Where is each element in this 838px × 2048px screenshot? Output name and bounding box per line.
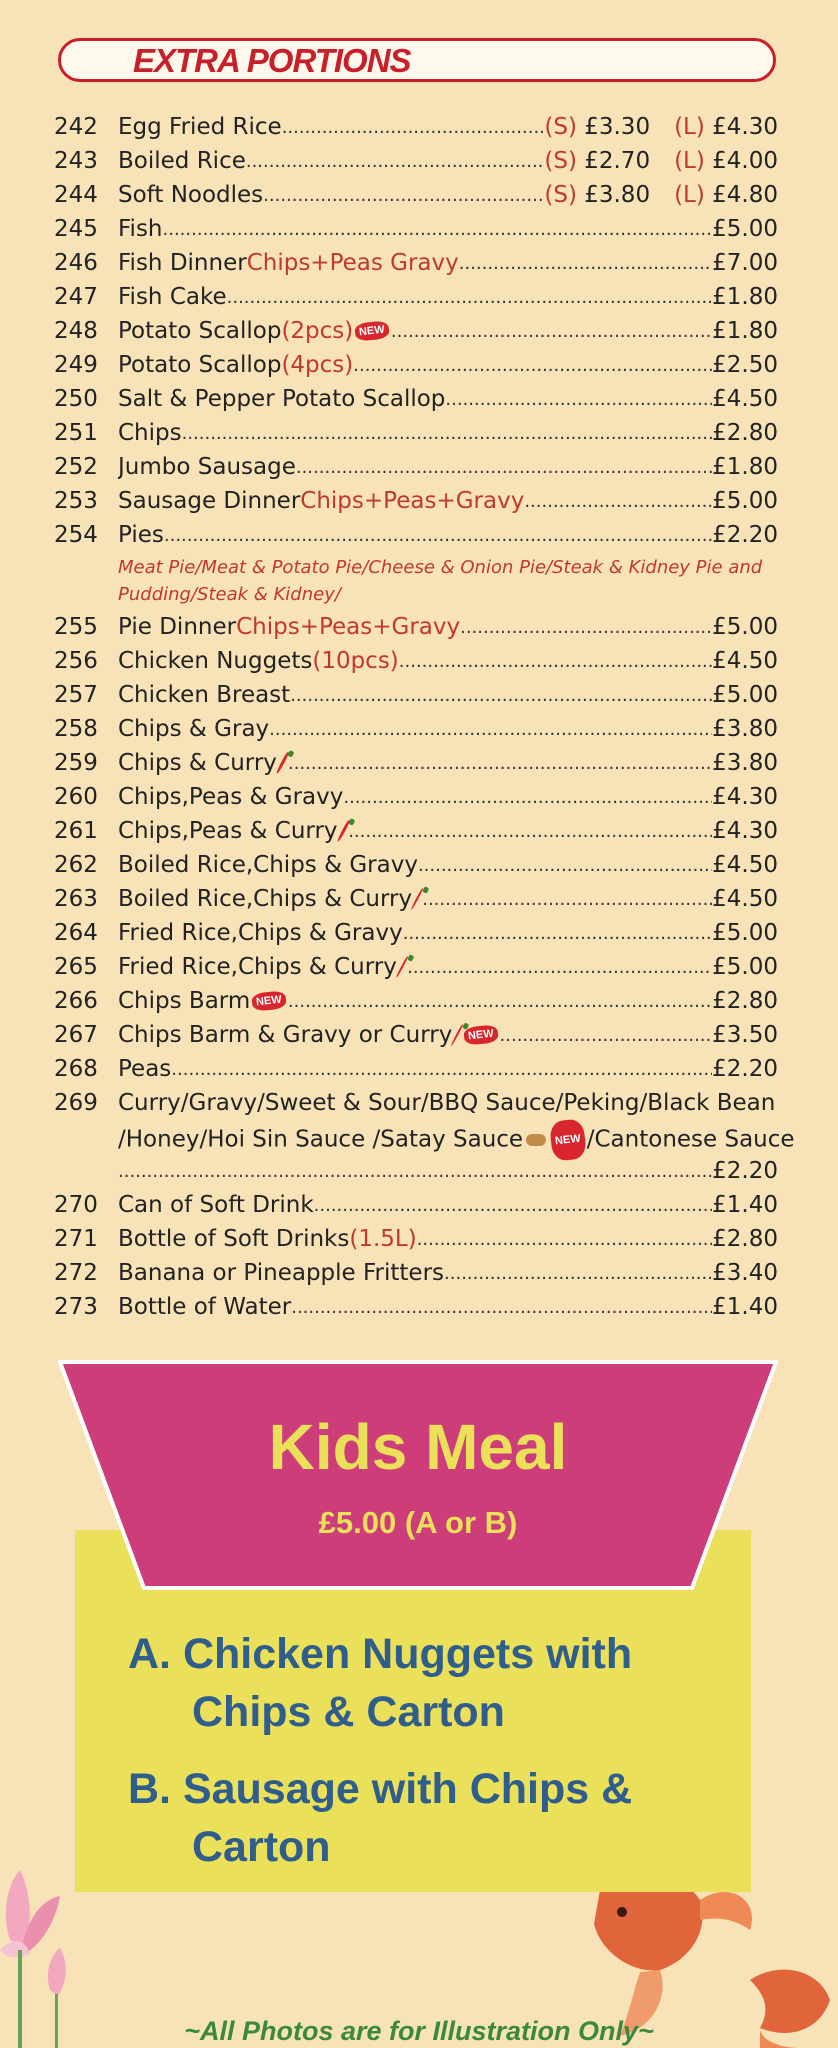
- new-badge-icon: NEW: [463, 1024, 498, 1045]
- item-line: [118, 382, 778, 416]
- item-price: £5.00: [712, 682, 778, 708]
- item-number: 245: [54, 216, 98, 242]
- item-detail: (2pcs): [281, 318, 354, 344]
- item-price: £4.30: [712, 818, 778, 844]
- item-number: 269: [54, 1090, 98, 1116]
- menu-item: [54, 882, 778, 916]
- item-detail: Chips+Peas+Gravy: [236, 614, 461, 640]
- item-line: [118, 712, 778, 746]
- size-small-label: (S): [544, 148, 577, 174]
- item-note: Meat Pie/Meat & Potato Pie/Cheese & Onion Pie/Steak & Kidney Pie and Pudding/Steak & Kidney/: [118, 557, 763, 605]
- item-number: 253: [54, 488, 98, 514]
- menu-item: [54, 780, 778, 814]
- item-number: 263: [54, 886, 98, 912]
- dot-leader: [399, 651, 712, 672]
- item-line: [118, 882, 778, 916]
- item-name: Boiled Rice,Chips & Curry: [118, 886, 413, 912]
- section-title: EXTRA PORTIONS: [133, 42, 411, 79]
- item-name: Chips: [118, 420, 182, 446]
- menu-item: [54, 518, 778, 610]
- chili-icon: [451, 1024, 464, 1046]
- menu-item: [54, 382, 778, 416]
- item-number: 265: [54, 954, 98, 980]
- menu-item: [54, 1086, 795, 1188]
- kids-option-a-line2: Chips & Carton: [192, 1688, 505, 1736]
- item-number: 247: [54, 284, 98, 310]
- item-name-part: /Honey/Hoi Sin Sauce /Satay Sauce: [118, 1126, 524, 1153]
- item-name: Fried Rice,Chips & Curry: [118, 954, 397, 980]
- item-line: [118, 450, 778, 484]
- item-price: £2.20: [712, 1158, 778, 1184]
- menu-item: [54, 916, 778, 950]
- dot-leader: [459, 253, 712, 274]
- menu-item: [54, 1290, 778, 1324]
- menu-item: [54, 1256, 778, 1290]
- item-prices: [544, 114, 778, 140]
- size-small-label: (S): [544, 114, 577, 140]
- menu-item: [54, 1222, 778, 1256]
- menu-item: [54, 314, 778, 348]
- dot-leader: [418, 855, 712, 876]
- menu-item: [54, 484, 778, 518]
- item-name: Bottle of Water: [118, 1294, 292, 1320]
- item-line: [118, 1222, 778, 1256]
- dot-leader: [314, 1195, 712, 1216]
- item-number: 246: [54, 250, 98, 276]
- dot-leader: [353, 355, 712, 376]
- dot-leader: [445, 389, 712, 410]
- menu-item: [54, 450, 778, 484]
- item-price-small: £2.70: [576, 148, 651, 174]
- dot-leader: [291, 1297, 712, 1318]
- item-price: £1.40: [712, 1294, 778, 1320]
- menu-item: [54, 178, 778, 212]
- dot-leader: [227, 287, 713, 308]
- dot-leader: [118, 1161, 712, 1182]
- dot-leader: [524, 491, 712, 512]
- item-price: £4.30: [712, 784, 778, 810]
- item-price: £2.20: [712, 522, 778, 548]
- item-number: 249: [54, 352, 98, 378]
- kids-option-a: [128, 1625, 632, 1741]
- menu-item: [54, 1188, 778, 1222]
- menu-item: [54, 348, 778, 382]
- menu-item: [54, 950, 778, 984]
- item-price: £2.50: [712, 352, 778, 378]
- item-line: [118, 110, 778, 144]
- item-name: Pies: [118, 522, 164, 548]
- item-name-part: /Cantonese Sauce: [586, 1126, 795, 1153]
- dot-leader: [288, 991, 712, 1012]
- item-price-large: £4.30: [704, 114, 778, 140]
- item-price-small: £3.30: [576, 114, 651, 140]
- new-badge-icon: NEW: [354, 320, 389, 341]
- item-price: £4.50: [712, 648, 778, 674]
- item-name: Egg Fried Rice: [118, 114, 282, 140]
- item-line: [118, 814, 778, 848]
- item-price: £4.50: [712, 886, 778, 912]
- dot-leader: [348, 821, 712, 842]
- item-line: [118, 644, 778, 678]
- new-badge-icon: NEW: [251, 990, 286, 1011]
- item-price: £2.80: [712, 1226, 778, 1252]
- item-name: Boiled Rice,Chips & Gravy: [118, 852, 418, 878]
- item-number: 267: [54, 1022, 98, 1048]
- item-line: [118, 950, 778, 984]
- item-name: Chips Barm: [118, 988, 251, 1014]
- footer-disclaimer: ~All Photos are for Illustration Only~: [184, 2016, 654, 2046]
- item-name: Pie Dinner: [118, 614, 237, 640]
- item-number: 262: [54, 852, 98, 878]
- dot-leader: [282, 117, 545, 138]
- item-name: Boiled Rice: [118, 148, 246, 174]
- menu-item: [54, 110, 778, 144]
- dot-leader: [269, 719, 712, 740]
- item-line: [118, 746, 778, 780]
- menu-item: [54, 212, 778, 246]
- peanut-icon: [526, 1134, 546, 1146]
- item-name: Chips,Peas & Curry: [118, 818, 338, 844]
- item-price: £7.00: [712, 250, 778, 276]
- dot-leader: [182, 423, 713, 444]
- item-number: 248: [54, 318, 98, 344]
- item-line: [118, 212, 778, 246]
- item-detail: Chips+Peas Gravy: [246, 250, 459, 276]
- item-price: £1.80: [712, 454, 778, 480]
- item-price: £1.80: [712, 318, 778, 344]
- item-number: 256: [54, 648, 98, 674]
- size-large-label: (L): [674, 182, 705, 208]
- menu-item: [54, 746, 778, 780]
- item-price: £3.40: [712, 1260, 778, 1286]
- item-price: £5.00: [712, 216, 778, 242]
- item-name: Can of Soft Drink: [118, 1192, 314, 1218]
- item-line: [118, 348, 778, 382]
- item-price: £2.20: [712, 1056, 778, 1082]
- item-number: 244: [54, 182, 98, 208]
- menu-item: [54, 644, 778, 678]
- menu-item: [54, 416, 778, 450]
- dot-leader: [407, 957, 712, 978]
- item-name: Fish Dinner: [118, 250, 247, 276]
- dot-leader: [391, 321, 712, 342]
- item-price: £4.50: [712, 852, 778, 878]
- item-number: 261: [54, 818, 98, 844]
- item-number: 271: [54, 1226, 98, 1252]
- size-large-label: (L): [674, 148, 705, 174]
- item-number: 243: [54, 148, 98, 174]
- item-name-line1: [118, 1086, 778, 1120]
- item-name: Salt & Pepper Potato Scallop: [118, 386, 446, 412]
- item-detail: (4pcs): [281, 352, 354, 378]
- item-detail: (10pcs): [312, 648, 399, 674]
- dot-leader: [163, 219, 713, 240]
- item-number: 242: [54, 114, 98, 140]
- item-line: [118, 178, 778, 212]
- item-line: [118, 1256, 778, 1290]
- item-name: Banana or Pineapple Fritters: [118, 1260, 445, 1286]
- item-name: Fish Cake: [118, 284, 227, 310]
- dot-leader: [290, 685, 712, 706]
- item-price: £3.80: [712, 716, 778, 742]
- item-name: Bottle of Soft Drinks: [118, 1226, 350, 1252]
- item-number: 272: [54, 1260, 98, 1286]
- item-number: 254: [54, 522, 98, 548]
- size-small-label: (S): [544, 182, 577, 208]
- item-number: 268: [54, 1056, 98, 1082]
- item-price: £1.40: [712, 1192, 778, 1218]
- item-line: [118, 848, 778, 882]
- dot-leader: [417, 1229, 712, 1250]
- item-name: Fried Rice,Chips & Gravy: [118, 920, 403, 946]
- item-detail: (1.5L): [349, 1226, 417, 1252]
- item-number: 264: [54, 920, 98, 946]
- item-prices: [544, 148, 778, 174]
- item-number: 259: [54, 750, 98, 776]
- item-name: Chicken Breast: [118, 682, 291, 708]
- kids-option-b: [128, 1760, 632, 1876]
- item-price: £2.80: [712, 420, 778, 446]
- item-line: [118, 916, 778, 950]
- menu-item: [54, 848, 778, 882]
- item-line: [118, 678, 778, 712]
- item-price: £2.80: [712, 988, 778, 1014]
- size-large-label: (L): [674, 114, 705, 140]
- menu-item: [54, 280, 778, 314]
- item-price: £3.80: [712, 750, 778, 776]
- item-line: [118, 1018, 778, 1052]
- item-price-small: £3.80: [576, 182, 651, 208]
- item-number: 252: [54, 454, 98, 480]
- item-line: [118, 416, 778, 450]
- kids-option-a-line1: A. Chicken Nuggets with: [128, 1630, 633, 1678]
- item-line: [118, 144, 778, 178]
- item-price: £5.00: [712, 488, 778, 514]
- section-header: [58, 38, 776, 82]
- item-price: £3.50: [712, 1022, 778, 1048]
- kids-option-b-line2: Carton: [192, 1823, 331, 1871]
- dot-leader: [246, 151, 545, 172]
- item-line: [118, 1188, 778, 1222]
- item-price-large: £4.80: [704, 182, 778, 208]
- item-name: Potato Scallop: [118, 352, 282, 378]
- item-line: [118, 484, 778, 518]
- item-prices: [544, 182, 778, 208]
- item-number: 251: [54, 420, 98, 446]
- new-badge-icon: NEW: [549, 1118, 587, 1161]
- menu-item: [54, 984, 778, 1018]
- item-name: Curry/Gravy/Sweet & Sour/BBQ Sauce/Peking/Black Bean: [118, 1090, 776, 1116]
- menu-item: [54, 1018, 778, 1052]
- item-price: £5.00: [712, 614, 778, 640]
- dot-leader: [444, 1263, 712, 1284]
- dot-leader: [171, 1059, 712, 1080]
- item-number: 260: [54, 784, 98, 810]
- menu-item: [54, 246, 778, 280]
- item-name: Soft Noodles: [118, 182, 264, 208]
- item-number: 266: [54, 988, 98, 1014]
- item-number: 273: [54, 1294, 98, 1320]
- item-line: [118, 1290, 778, 1324]
- dot-leader: [164, 525, 712, 546]
- dot-leader: [288, 753, 712, 774]
- item-number: 257: [54, 682, 98, 708]
- item-detail: Chips+Peas+Gravy: [300, 488, 525, 514]
- item-name: Chips & Curry: [118, 750, 277, 776]
- menu-item: [54, 678, 778, 712]
- item-name: Jumbo Sausage: [118, 454, 296, 480]
- item-number: 258: [54, 716, 98, 742]
- item-name: Chips & Gray: [118, 716, 270, 742]
- item-name: Chips,Peas & Gravy: [118, 784, 344, 810]
- item-name: Potato Scallop: [118, 318, 282, 344]
- menu-list: [54, 110, 795, 1324]
- menu-item: [54, 1052, 778, 1086]
- dot-leader: [500, 1025, 713, 1046]
- item-name: Chips Barm & Gravy or Curry: [118, 1022, 453, 1048]
- kids-option-b-line1: B. Sausage with Chips &: [128, 1765, 633, 1813]
- dot-leader: [460, 617, 712, 638]
- item-name: Peas: [118, 1056, 172, 1082]
- item-line: [118, 314, 778, 348]
- menu-item: [54, 144, 778, 178]
- kids-meal-price: £5.00 (A or B): [318, 1505, 518, 1540]
- dot-leader: [296, 457, 712, 478]
- item-name-line2: [118, 1120, 795, 1154]
- menu-item: [54, 610, 778, 644]
- item-price-large: £4.00: [704, 148, 778, 174]
- item-number: 255: [54, 614, 98, 640]
- item-line: [118, 518, 778, 552]
- item-name: Chicken Nuggets: [118, 648, 313, 674]
- item-price-line: [118, 1154, 778, 1188]
- item-number: 270: [54, 1192, 98, 1218]
- item-line: [118, 246, 778, 280]
- item-name: Fish: [118, 216, 163, 242]
- dot-leader: [422, 889, 712, 910]
- menu-item: [54, 814, 778, 848]
- item-price: £1.80: [712, 284, 778, 310]
- item-line: [118, 780, 778, 814]
- kids-meal-title: Kids Meal: [268, 1411, 568, 1483]
- item-price: £5.00: [712, 920, 778, 946]
- item-line: [118, 280, 778, 314]
- dot-leader: [343, 787, 712, 808]
- item-line: [118, 984, 778, 1018]
- item-price: £5.00: [712, 954, 778, 980]
- item-number: 250: [54, 386, 98, 412]
- item-line: [118, 610, 778, 644]
- menu-item: [54, 712, 778, 746]
- dot-leader: [263, 185, 544, 206]
- item-name: Sausage Dinner: [118, 488, 301, 514]
- item-line: [118, 1052, 778, 1086]
- item-price: £4.50: [712, 386, 778, 412]
- dot-leader: [403, 923, 712, 944]
